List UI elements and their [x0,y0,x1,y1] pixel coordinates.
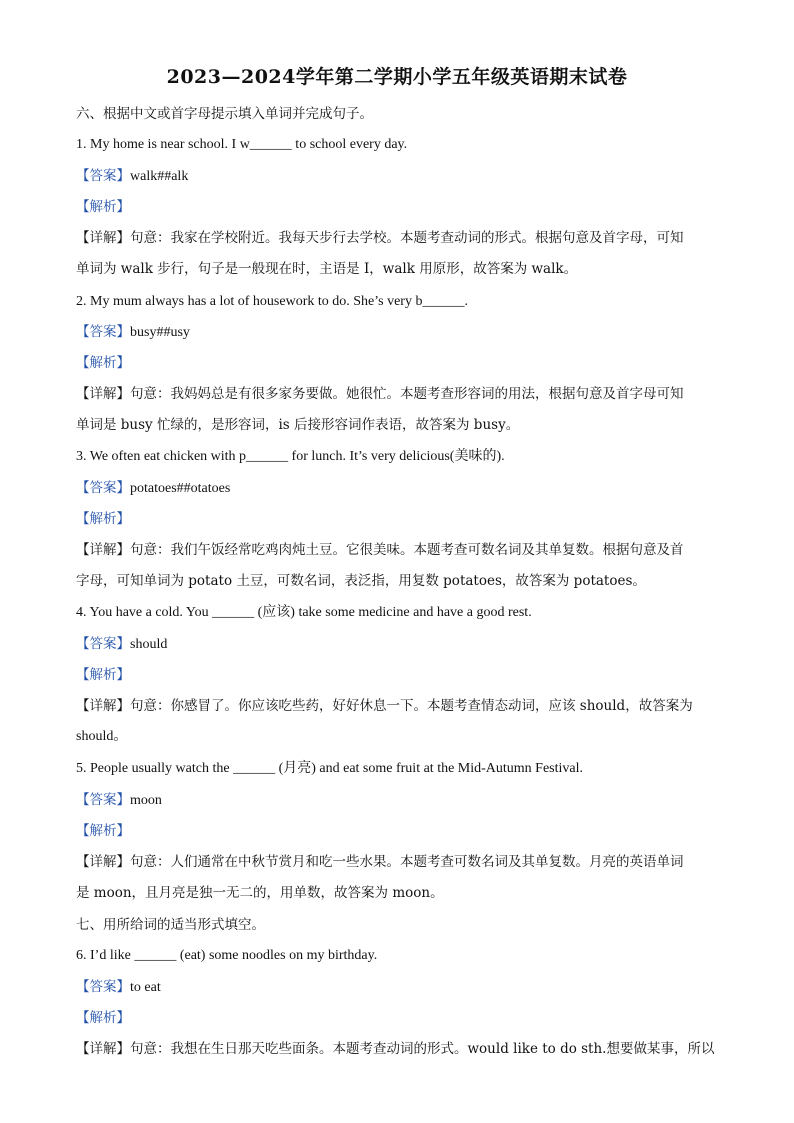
analysis-row-1 [76,198,718,216]
detail-row-4a [76,697,718,715]
answer-value-4: should [130,637,168,652]
answer-row-5 [76,791,718,810]
analysis-row-5 [76,822,718,840]
question-5: 5. People usually watch the ______ (月亮) and eat some fruit at the Mid-Autumn Festival. [76,761,584,776]
answer-row-3 [76,479,718,498]
answer-label: 【答案】 [76,168,130,184]
analysis-label: 【解析】 [76,1010,130,1026]
analysis-label: 【解析】 [76,511,130,527]
detail-row-2a [76,385,718,403]
detail-text: 句意：我妈妈总是有很多家务要做。她很忙。本题考查形容词的用法，根据句意及首字母可知 [130,386,684,402]
question-3: 3. We often eat chicken with p______ for lunch. It’s very delicious(美味的). [76,449,505,464]
answer-row-1 [76,167,718,186]
detail-text: 句意：你感冒了。你应该吃些药，好好休息一下。本题考查情态动词，应该 should，故答案为 [130,698,693,714]
detail-label: 【详解】 [76,698,130,714]
analysis-label: 【解析】 [76,199,130,215]
analysis-row-4 [76,666,718,684]
detail-text: 句意：我家在学校附近。我每天步行去学校。本题考查动词的形式。根据句意及首字母，可知 [130,230,684,246]
detail-row-5b: 是 moon，且月亮是独一无二的，用单数，故答案为 moon。 [76,885,444,901]
question-2: 2. My mum always has a lot of housework to do. She’s very b______. [76,294,468,309]
detail-row-3b: 字母，可知单词为 potato 土豆，可数名词，表泛指，用复数 potatoes，故答案为 potatoes。 [76,573,646,589]
page-title: 2023—2024学年第二学期小学五年级英语期末试卷 [166,66,628,88]
answer-value-1: walk##alk [130,169,189,184]
answer-row-4 [76,635,718,654]
question-4: 4. You have a cold. You ______ (应该) take some medicine and have a good rest. [76,605,532,620]
question-6: 6. I’d like ______ (eat) some noodles on my birthday. [76,948,378,963]
detail-row-4b: should。 [76,729,128,744]
detail-row-1b: 单词为 walk 步行，句子是一般现在时，主语是 I，walk 用原形，故答案为 walk。 [76,261,578,277]
analysis-row-2 [76,354,718,372]
answer-value-6: to eat [130,980,161,995]
answer-label: 【答案】 [76,480,130,496]
section-heading-seven: 七、用所给词的适当形式填空。 [76,917,265,933]
section-heading-six: 六、根据中文或首字母提示填入单词并完成句子。 [76,106,373,122]
answer-label: 【答案】 [76,792,130,808]
analysis-label: 【解析】 [76,823,130,839]
analysis-row-6 [76,1009,718,1027]
answer-value-3: potatoes##otatoes [130,481,231,496]
detail-row-5a [76,853,718,871]
answer-label: 【答案】 [76,636,130,652]
answer-label: 【答案】 [76,979,130,995]
answer-value-5: moon [130,793,162,808]
detail-row-6a [76,1040,718,1058]
detail-text: 句意：我想在生日那天吃些面条。本题考查动词的形式。would like to do sth.想要做某事，所以 [130,1041,715,1057]
detail-text: 句意：人们通常在中秋节赏月和吃一些水果。本题考查可数名词及其单复数。月亮的英语单词 [130,854,684,870]
detail-label: 【详解】 [76,386,130,402]
analysis-label: 【解析】 [76,667,130,683]
detail-label: 【详解】 [76,230,130,246]
answer-value-2: busy##usy [130,325,190,340]
detail-row-1a [76,229,718,247]
answer-row-2 [76,323,718,342]
answer-label: 【答案】 [76,324,130,340]
question-1: 1. My home is near school. I w______ to school every day. [76,137,408,152]
analysis-label: 【解析】 [76,355,130,371]
detail-row-2b: 单词是 busy 忙绿的，是形容词，is 后接形容词作表语，故答案为 busy。 [76,417,520,433]
detail-label: 【详解】 [76,854,130,870]
detail-row-3a [76,541,718,559]
detail-label: 【详解】 [76,542,130,558]
detail-label: 【详解】 [76,1041,130,1057]
answer-row-6 [76,978,718,997]
analysis-row-3 [76,510,718,528]
detail-text: 句意：我们午饭经常吃鸡肉炖土豆。它很美味。本题考查可数名词及其单复数。根据句意及首 [130,542,684,558]
